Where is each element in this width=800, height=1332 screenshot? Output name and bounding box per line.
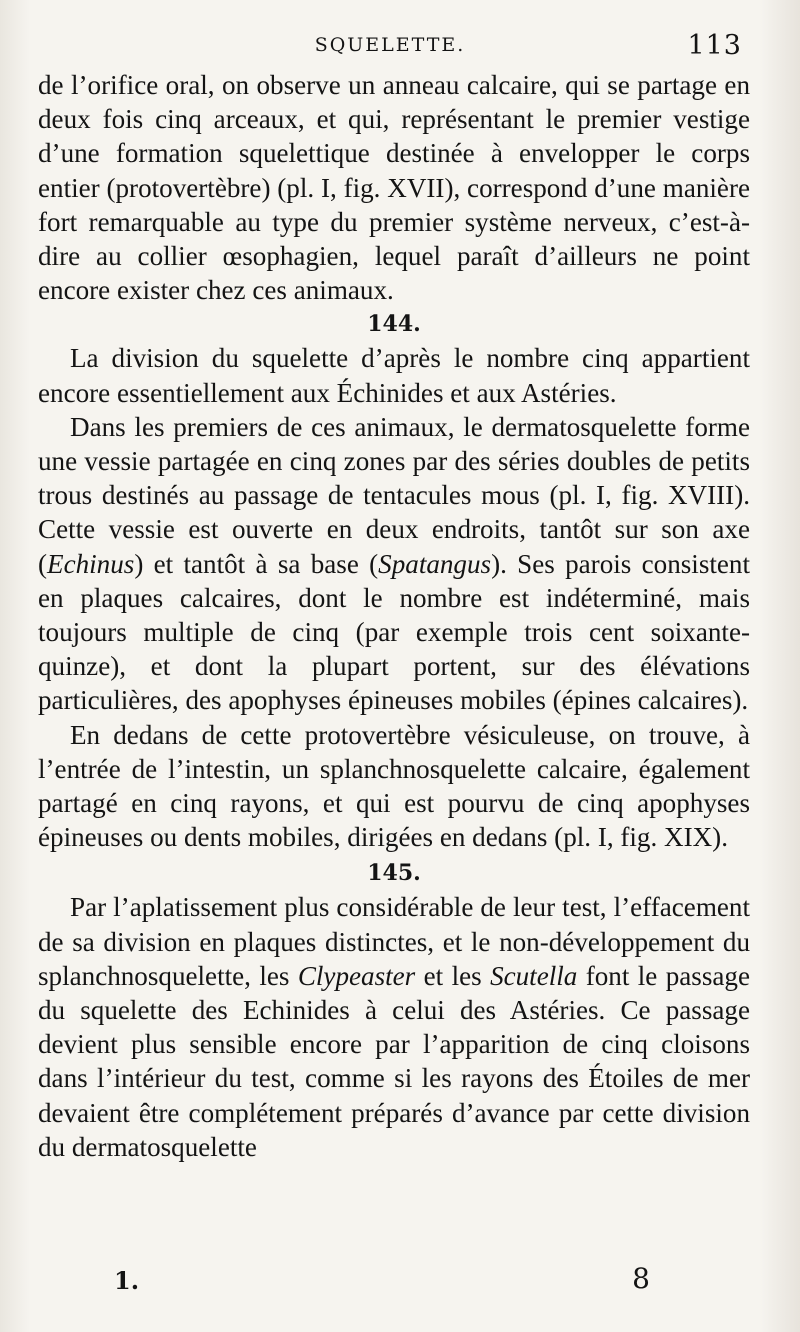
sheet-number: 8 <box>632 1262 650 1295</box>
text-run: font le passage du squelette des Echinides à celui des Astéries. Ce passage devient plus sensible encore par l’apparition de cinq cloisons dans l’intérieur du test, comme si les rayons des Étoiles de mer devaient être complétement préparés d’avance par cette division du dermatosquelette <box>38 960 750 1162</box>
text-run: ). Ses parois consistent en plaques calcaires, dont le nombre est indéterminé, mais toujours multiple de cinq (par exemple trois cent soixante-quinze), et dont la plupart portent, sur des élévations particulières, des apophyses épineuses mobiles (épines calcaires). <box>38 548 750 716</box>
genus-scutella: Scutella <box>490 960 578 991</box>
text-run: Dans les premiers de ces animaux, le dermatosquelette forme une vessie partagée en cinq zones par des séries doubles de petits trous destinés au passage de tentacules mous (pl. I, fig. XVIII). Cette vessie est ouverte en deux endroits, tantôt sur son axe ( <box>38 411 750 579</box>
section-number-145: 145. <box>367 860 421 887</box>
paragraph-145 <box>38 890 750 1164</box>
paragraph-144-1: La division du squelette d’après le nombre cinq appartient encore essentiellement aux Échinides et aux Astéries. <box>38 343 750 408</box>
paragraph-continued: de l’orifice oral, on observe un anneau calcaire, qui se partage en deux fois cinq arceaux, et qui, représentant le premier vestige d’une formation squelettique destinée à envelopper le corps entier (protovertèbre) (pl. I, fig. XVII), correspond d’une manière fort remarquable au type du premier système nerveux, c’est-à-dire au collier œsophagien, lequel paraît d’ailleurs ne point encore exister chez ces animaux. <box>38 70 750 306</box>
text-run: et les <box>415 960 491 991</box>
page-header <box>40 30 740 64</box>
signature-mark: 1. <box>114 1266 140 1295</box>
genus-clypeaster: Clypeaster <box>297 960 416 991</box>
text-run: Par l’aplatissement plus considérable de leur test, l’effacement de sa division en plaques distinctes, et le non-développement du splanchnosquelette, les <box>38 892 750 991</box>
page-footer <box>90 1262 670 1306</box>
section-number-144: 144. <box>367 311 421 338</box>
paragraph-144-2 <box>38 410 750 718</box>
paragraph-144-3: En dedans de cette protovertèbre vésiculeuse, on trouve, à l’entrée de l’intestin, un splanchnosquelette calcaire, également partagé en cinq rayons, et qui est pourvu de cinq apophyses épineuses ou dents mobiles, dirigées en dedans (pl. I, fig. XIX). <box>38 719 750 853</box>
body-text <box>38 68 750 1164</box>
running-title: SQUELETTE. <box>314 34 466 56</box>
page-number: 113 <box>687 30 742 61</box>
genus-echinus: Echinus <box>47 548 135 579</box>
genus-spatangus: Spatangus <box>378 548 492 579</box>
text-run: ) et tantôt à sa base ( <box>134 548 379 579</box>
